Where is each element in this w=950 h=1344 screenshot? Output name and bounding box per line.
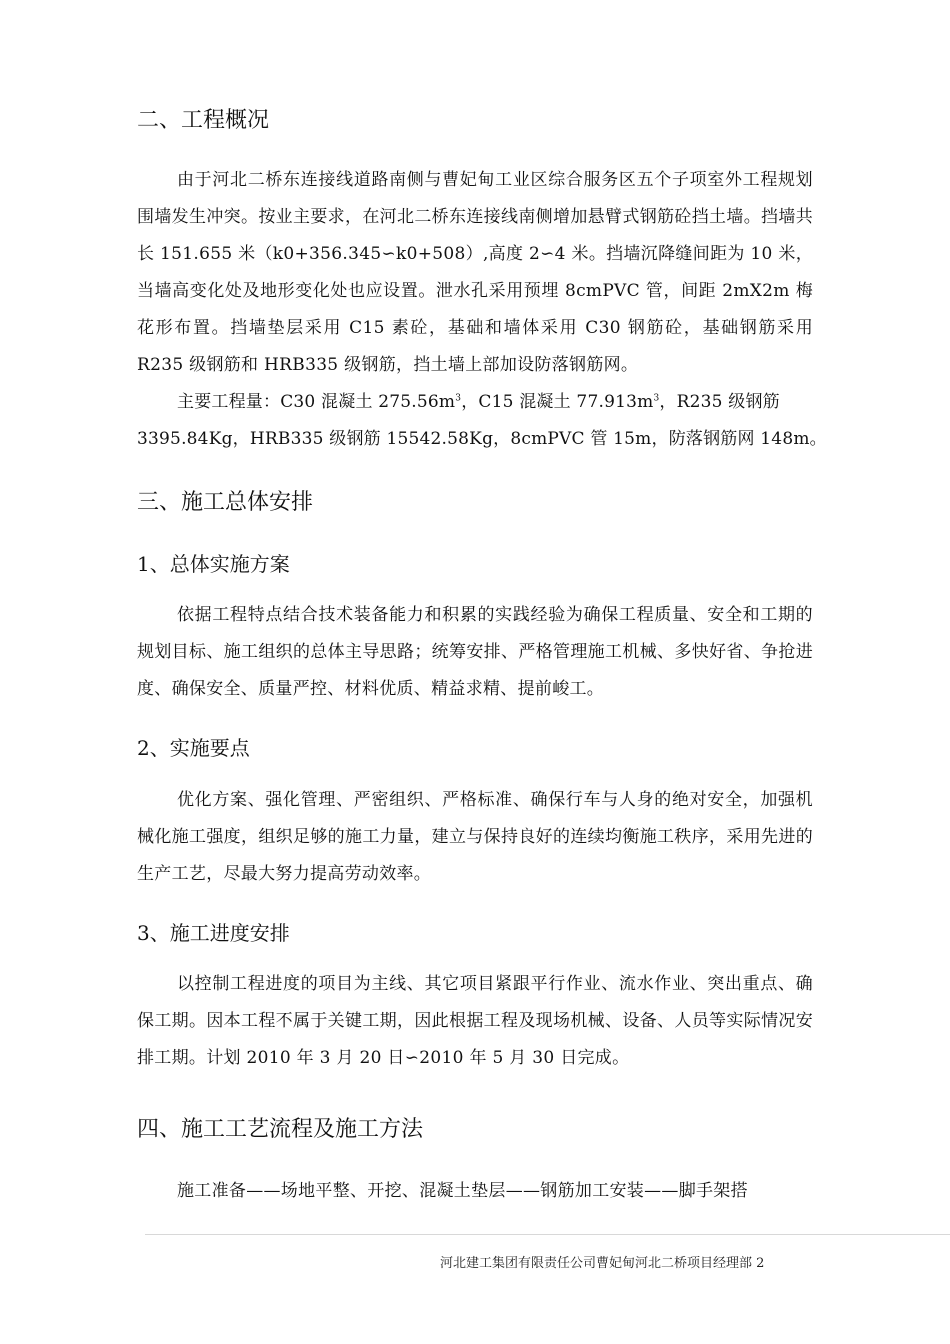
qty-c30: 主要工程量：C30 混凝土 275.56m bbox=[177, 392, 456, 412]
subsection-3-1-paragraph: 依据工程特点结合技术装备能力和积累的实践经验为确保工程质量、安全和工期的规划目标、施工组织的总体主导思路；统筹安排、严格管理施工机械、多快好省、争抢进度、确保安全、质量严控、材料优质、精益求精、提前峻工。 bbox=[137, 605, 813, 699]
superscript-3: 3 bbox=[455, 393, 462, 404]
subsection-3-2-paragraph: 优化方案、强化管理、严密组织、严格标准、确保行车与人身的绝对安全，加强机械化施工强度，组织足够的施工力量，建立与保持良好的连续均衡施工秩序，采用先进的生产工艺，尽最大努力提高劳动效率。 bbox=[137, 790, 813, 884]
subsection-3-3-heading: 3、施工进度安排 bbox=[137, 921, 290, 945]
page-footer: 河北建工集团有限责任公司曹妃甸河北二桥项目经理部 2 bbox=[440, 1256, 765, 1271]
qty-r235: ，R235 级钢筋 bbox=[659, 392, 780, 412]
main-quantities-line-2: 3395.84Kg，HRB335 级钢筋 15542.58Kg，8cmPVC 管 15m，防落钢筋网 148m。 bbox=[137, 429, 827, 449]
main-quantities bbox=[137, 384, 827, 458]
section-3-heading: 三、施工总体安排 bbox=[137, 490, 314, 515]
section-2-paragraph: 由于河北二桥东连接线道路南侧与曹妃甸工业区综合服务区五个子项室外工程规划围墙发生冲突。按业主要求，在河北二桥东连接线南侧增加悬臂式钢筋砼挡土墙。挡墙共长 151.655 米（k0+356.345∽k0+508）,高度 2∽4 米。挡墙沉降缝间距为 10 米，当墙高变化处及地形变化处也应设置。泄水孔采用预埋 8cmPVC 管，间距 2mX2m 梅花形布置。挡墙垫层采用 C15 素砼，基础和墙体采用 C30 钢筋砼，基础钢筋采用 R235 级钢筋和 HRB335 级钢筋，挡土墙上部加设防落钢筋网。 bbox=[137, 170, 813, 375]
section-4-heading: 四、施工工艺流程及施工方法 bbox=[137, 1117, 424, 1142]
section-2-heading: 二、工程概况 bbox=[137, 108, 270, 133]
qty-c15: ，C15 混凝土 77.913m bbox=[461, 392, 654, 412]
subsection-3-2-heading: 2、实施要点 bbox=[137, 736, 250, 760]
superscript-3: 3 bbox=[653, 393, 660, 404]
footer-divider bbox=[145, 1234, 950, 1235]
subsection-3-3-paragraph: 以控制工程进度的项目为主线、其它项目紧跟平行作业、流水作业、突出重点、确保工期。因本工程不属于关键工期，因此根据工程及现场机械、设备、人员等实际情况安排工期。计划 2010 年 3 月 20 日∽2010 年 5 月 30 日完成。 bbox=[137, 974, 813, 1068]
section-4-paragraph: 施工准备——场地平整、开挖、混凝土垫层——钢筋加工安装——脚手架搭 bbox=[177, 1181, 748, 1201]
main-quantities-line-1 bbox=[137, 384, 817, 421]
subsection-3-1-heading: 1、总体实施方案 bbox=[137, 552, 290, 576]
